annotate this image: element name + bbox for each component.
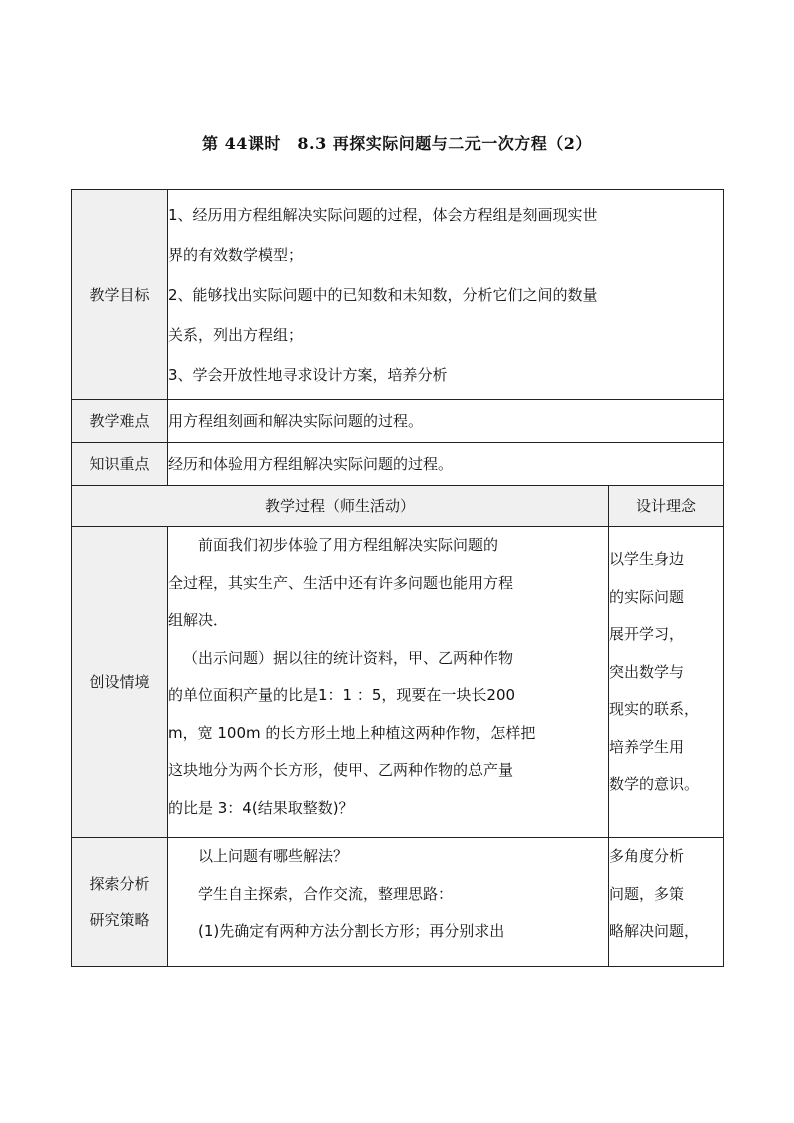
concept-line: 培养学生用 xyxy=(609,737,685,756)
scenario-line: 这块地分为两个长方形，使甲、乙两种作物的总产量 xyxy=(168,761,514,779)
difficulty-row xyxy=(72,400,724,443)
concept-line: 数学的意识。 xyxy=(609,775,700,793)
scenario-content xyxy=(168,527,609,838)
lesson-plan-table xyxy=(71,189,724,967)
scenario-line: m，宽 100m 的长方形土地上种植这两种作物，怎样把 xyxy=(168,723,536,742)
explore-line: 学生自主探索，合作交流，整理思路： xyxy=(198,884,454,903)
goals-row xyxy=(72,190,724,400)
scenario-concept xyxy=(609,527,724,838)
key-points-label: 知识重点 xyxy=(72,443,168,486)
explore-label-line: 探索分析 xyxy=(89,875,150,893)
explore-content xyxy=(168,838,609,967)
concept-line: 展开学习， xyxy=(609,625,685,643)
process-header: 教学过程（师生活动） xyxy=(72,486,609,527)
explore-label xyxy=(72,838,168,967)
process-header-row xyxy=(72,486,724,527)
concept-line: 以学生身边 xyxy=(609,550,685,568)
scenario-line: 的比是 3：4(结果取整数)？ xyxy=(168,798,354,817)
concept-line: 略解决问题， xyxy=(609,922,700,940)
concept-line: 多角度分析 xyxy=(609,847,685,865)
scenario-line: 全过程，其实生产、生活中还有许多问题也能用方程 xyxy=(168,573,514,592)
explore-line: (1)先确定有两种方法分割长方形；再分别求出 xyxy=(198,922,505,940)
goals-label: 教学目标 xyxy=(72,190,168,400)
goals-line: 2、能够找出实际问题中的已知数和未知数，分析它们之间的数量 xyxy=(168,285,598,304)
explore-concept xyxy=(609,838,724,967)
goals-line: 1、经历用方程组解决实际问题的过程，体会方程组是刻画现实世 xyxy=(168,205,598,224)
difficulty-label: 教学难点 xyxy=(72,400,168,443)
concept-header: 设计理念 xyxy=(609,486,724,527)
difficulty-content: 用方程组刻画和解决实际问题的过程。 xyxy=(168,400,724,443)
goals-line: 3、学会开放性地寻求设计方案，培养分析 xyxy=(168,365,448,384)
page-title: 第 44课时 8.3 再探实际问题与二元一次方程（2） xyxy=(202,134,592,153)
concept-line: 现实的联系， xyxy=(609,700,700,718)
scenario-label: 创设情境 xyxy=(72,527,168,838)
concept-line: 问题，多策 xyxy=(609,884,685,903)
scenario-line: 组解决． xyxy=(168,611,229,629)
goals-line: 界的有效数学模型； xyxy=(168,245,304,264)
key-points-row xyxy=(72,443,724,486)
explore-row xyxy=(72,838,724,967)
concept-line: 突出数学与 xyxy=(609,662,685,681)
scenario-line: 前面我们初步体验了用方程组解决实际问题的 xyxy=(198,536,499,554)
concept-line: 的实际问题 xyxy=(609,587,685,606)
key-points-content: 经历和体验用方程组解决实际问题的过程。 xyxy=(168,443,724,486)
scenario-row xyxy=(72,527,724,838)
scenario-line: （出示问题）据以往的统计资料，甲、乙两种作物 xyxy=(183,648,514,667)
goals-line: 关系，列出方程组； xyxy=(168,325,304,344)
scenario-line: 的单位面积产量的比是1：1 ：5，现要在一块长200 xyxy=(168,686,516,704)
goals-content xyxy=(168,190,724,400)
explore-line: 以上问题有哪些解法？ xyxy=(198,847,349,865)
explore-label-line: 研究策略 xyxy=(89,911,150,929)
